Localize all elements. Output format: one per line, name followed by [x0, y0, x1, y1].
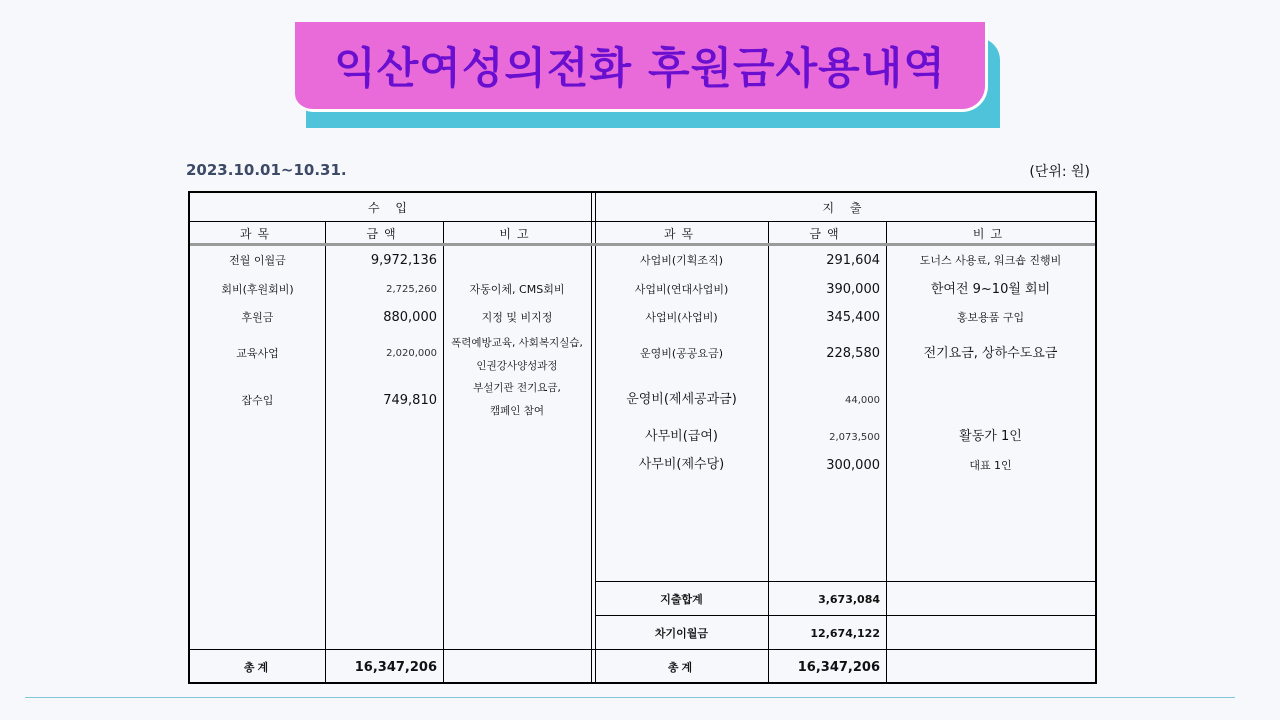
income-row-subject: 잡수입 — [241, 394, 274, 407]
expense-row-subject: 사업비(기획조직) — [640, 254, 723, 267]
income-row-note: 인권강사양성과정 — [476, 360, 558, 372]
income-row-note: 지정 및 비지정 — [481, 311, 553, 324]
expense-row-note: 홍보용품 구입 — [956, 311, 1025, 324]
expense-row-note: 대표 1인 — [969, 459, 1012, 472]
expense-row-amount: 291,604 — [826, 253, 880, 268]
income-note-header: 비고 — [499, 227, 535, 241]
income-row-note: 캠페인 참여 — [489, 405, 545, 417]
expense-row-note: 한여전 9~10월 회비 — [930, 282, 1051, 297]
footer-divider — [25, 697, 1235, 698]
carryover-amount: 12,674,122 — [810, 627, 880, 640]
divider — [190, 649, 1095, 650]
expense-row-subject: 운영비(공공요금) — [640, 347, 723, 360]
expense-subtotal-label: 지출합계 — [660, 593, 703, 606]
income-row-amount: 9,972,136 — [370, 253, 437, 268]
page-title: 익산여성의전화 후원금사용내역 — [334, 44, 946, 94]
divider — [190, 221, 1095, 222]
income-total-label: 총계 — [243, 661, 272, 674]
income-row-amount: 2,020,000 — [386, 348, 437, 359]
income-row-note: 부설기관 전기요금, — [473, 382, 561, 394]
expense-row-note: 전기요금, 상하수도요금 — [923, 346, 1058, 361]
expense-row-note: 도너스 사용료, 워크숍 진행비 — [919, 254, 1062, 267]
expense-subtotal-amount: 3,673,084 — [818, 593, 880, 606]
expense-row-amount: 2,073,500 — [829, 432, 880, 443]
divider — [190, 243, 1095, 246]
expense-row-subject: 사업비(연대사업비) — [634, 283, 729, 296]
unit-label: (단위: 원) — [1029, 164, 1090, 180]
income-row-amount: 880,000 — [383, 310, 437, 325]
expense-row-note: 활동가 1인 — [959, 429, 1022, 444]
income-row-note: 폭력예방교육, 사회복지실습, — [451, 337, 583, 349]
income-total-amount: 16,347,206 — [354, 660, 437, 675]
income-row-note: 자동이체, CMS회비 — [469, 283, 565, 296]
ledger-table — [188, 191, 1097, 684]
expense-row-subject: 운영비(제세공과금) — [626, 392, 737, 407]
expense-row-amount: 345,400 — [826, 310, 880, 325]
income-row-subject: 회비(후원회비) — [221, 283, 294, 296]
expense-row-amount: 390,000 — [826, 282, 880, 297]
income-subject-header: 과목 — [239, 227, 276, 241]
expense-row-subject: 사업비(사업비) — [645, 311, 718, 324]
divider — [595, 581, 1095, 582]
expense-total-amount: 16,347,206 — [797, 660, 880, 675]
expense-note-header: 비고 — [972, 227, 1009, 241]
income-section-header: 수 입 — [368, 201, 413, 215]
expense-section-header: 지 출 — [822, 201, 868, 215]
divider — [591, 193, 592, 682]
expense-row-amount: 300,000 — [826, 458, 880, 473]
carryover-label: 차기이월금 — [654, 627, 709, 640]
expense-amount-header: 금액 — [809, 227, 845, 241]
income-amount-header: 금액 — [366, 227, 402, 241]
expense-row-amount: 44,000 — [845, 395, 880, 406]
expense-row-subject: 사무비(제수당) — [638, 457, 725, 472]
income-row-subject: 교육사업 — [236, 347, 279, 360]
title-banner — [295, 22, 988, 112]
expense-total-label: 총계 — [667, 661, 696, 674]
divider — [595, 615, 1095, 616]
expense-row-amount: 228,580 — [826, 346, 880, 361]
income-row-amount: 2,725,260 — [386, 284, 437, 295]
income-row-subject: 후원금 — [241, 311, 274, 324]
expense-row-subject: 사무비(급여) — [645, 429, 718, 444]
income-row-subject: 전월 이월금 — [229, 254, 286, 267]
expense-subject-header: 과목 — [663, 227, 700, 241]
income-row-amount: 749,810 — [383, 393, 437, 408]
period-label: 2023.10.01~10.31. — [186, 161, 347, 179]
